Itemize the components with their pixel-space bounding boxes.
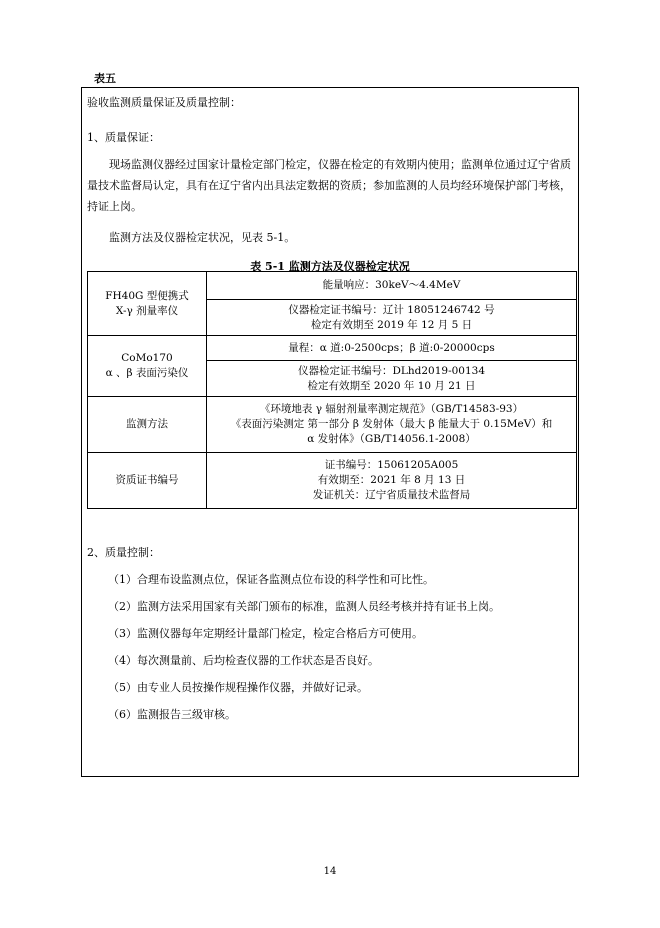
cell-line: 能量响应：30keV～4.4MeV xyxy=(322,279,461,291)
qa-title: 1、质量保证： xyxy=(87,131,160,144)
table-cell xyxy=(207,361,577,397)
equipment-table xyxy=(87,271,577,509)
heading: 验收监测质量保证及质量控制： xyxy=(87,96,241,109)
label-line: CoMo170 xyxy=(121,352,173,364)
table-caption: 表 5-1 监测方法及仪器检定状况 xyxy=(250,260,410,273)
table-cell xyxy=(207,453,577,509)
qa-paragraph-1: 现场监测仪器经过国家计量检定部门检定，仪器在检定的有效期内使用；监测单位通过辽宁省质量技术监督局认定，具有在辽宁省内出具法定数据的资质；参加监测的人员均经环境保护部门考核，持证上岗。 xyxy=(87,158,571,213)
method-label xyxy=(88,397,207,453)
cell-line: α 发射体》（GB/T14056.1-2008） xyxy=(307,433,476,445)
label-line: X-γ 剂量率仪 xyxy=(115,304,179,317)
label-line: 资质证书编号 xyxy=(115,474,179,486)
label-line: FH40G 型便携式 xyxy=(105,289,189,302)
instrument-label-como170 xyxy=(88,336,207,397)
cell-line: 检定有效期至 2020 年 10 月 21 日 xyxy=(307,379,476,392)
table-cell xyxy=(207,336,577,361)
cell-line: 检定有效期至 2019 年 12 月 5 日 xyxy=(310,318,473,331)
label-line: 监测方法 xyxy=(126,418,168,430)
table-row xyxy=(88,272,577,300)
table-cell xyxy=(207,272,577,300)
cell-line: 《环境地表 γ 辐射剂量率测定规范》（GB/T14583-93） xyxy=(259,403,524,415)
qc-title: 2、质量控制： xyxy=(87,546,160,559)
cell-line: 有效期至：2021 年 8 月 13 日 xyxy=(317,474,466,486)
table-row xyxy=(88,336,577,361)
table-row xyxy=(88,453,577,509)
certificate-label xyxy=(88,453,207,509)
qc-item: （5）由专业人员按操作规程操作仪器，并做好记录。 xyxy=(108,681,368,694)
qc-item: （1）合理布设监测点位，保证各监测点位布设的科学性和可比性。 xyxy=(108,573,434,586)
section-title: 表五 xyxy=(94,72,116,85)
cell-line: 《表面污染测定 第一部分 β 发射体（最大 β 能量大于 0.15MeV）和 xyxy=(230,418,553,430)
instrument-label-fh40g xyxy=(88,272,207,336)
label-line: α 、β 表面污染仪 xyxy=(105,367,189,379)
qa-paragraph-2: 监测方法及仪器检定状况，见表 5-1。 xyxy=(109,231,296,244)
qc-item: （3）监测仪器每年定期经计量部门检定，检定合格后方可使用。 xyxy=(108,627,423,640)
cell-line: 量程：α 道:0-2500cps；β 道:0-20000cps xyxy=(288,341,495,354)
qc-item: （2）监测方法采用国家有关部门颁布的标准，监测人员经考核并持有证书上岗。 xyxy=(108,600,500,613)
cell-line: 仪器检定证书编号：辽计 18051246742 号 xyxy=(288,303,495,316)
table-cell xyxy=(207,397,577,453)
page-number: 14 xyxy=(323,866,337,877)
qc-item: （4）每次测量前、后均检查仪器的工作状态是否良好。 xyxy=(108,654,379,667)
table-cell xyxy=(207,300,577,336)
cell-line: 证书编号：15061205A005 xyxy=(324,459,459,471)
cell-line: 发证机关：辽宁省质量技术监督局 xyxy=(312,489,471,501)
cell-line: 仪器检定证书编号：DLhd2019-00134 xyxy=(297,364,486,377)
table-row xyxy=(88,397,577,453)
qc-item: （6）监测报告三级审核。 xyxy=(108,708,236,721)
